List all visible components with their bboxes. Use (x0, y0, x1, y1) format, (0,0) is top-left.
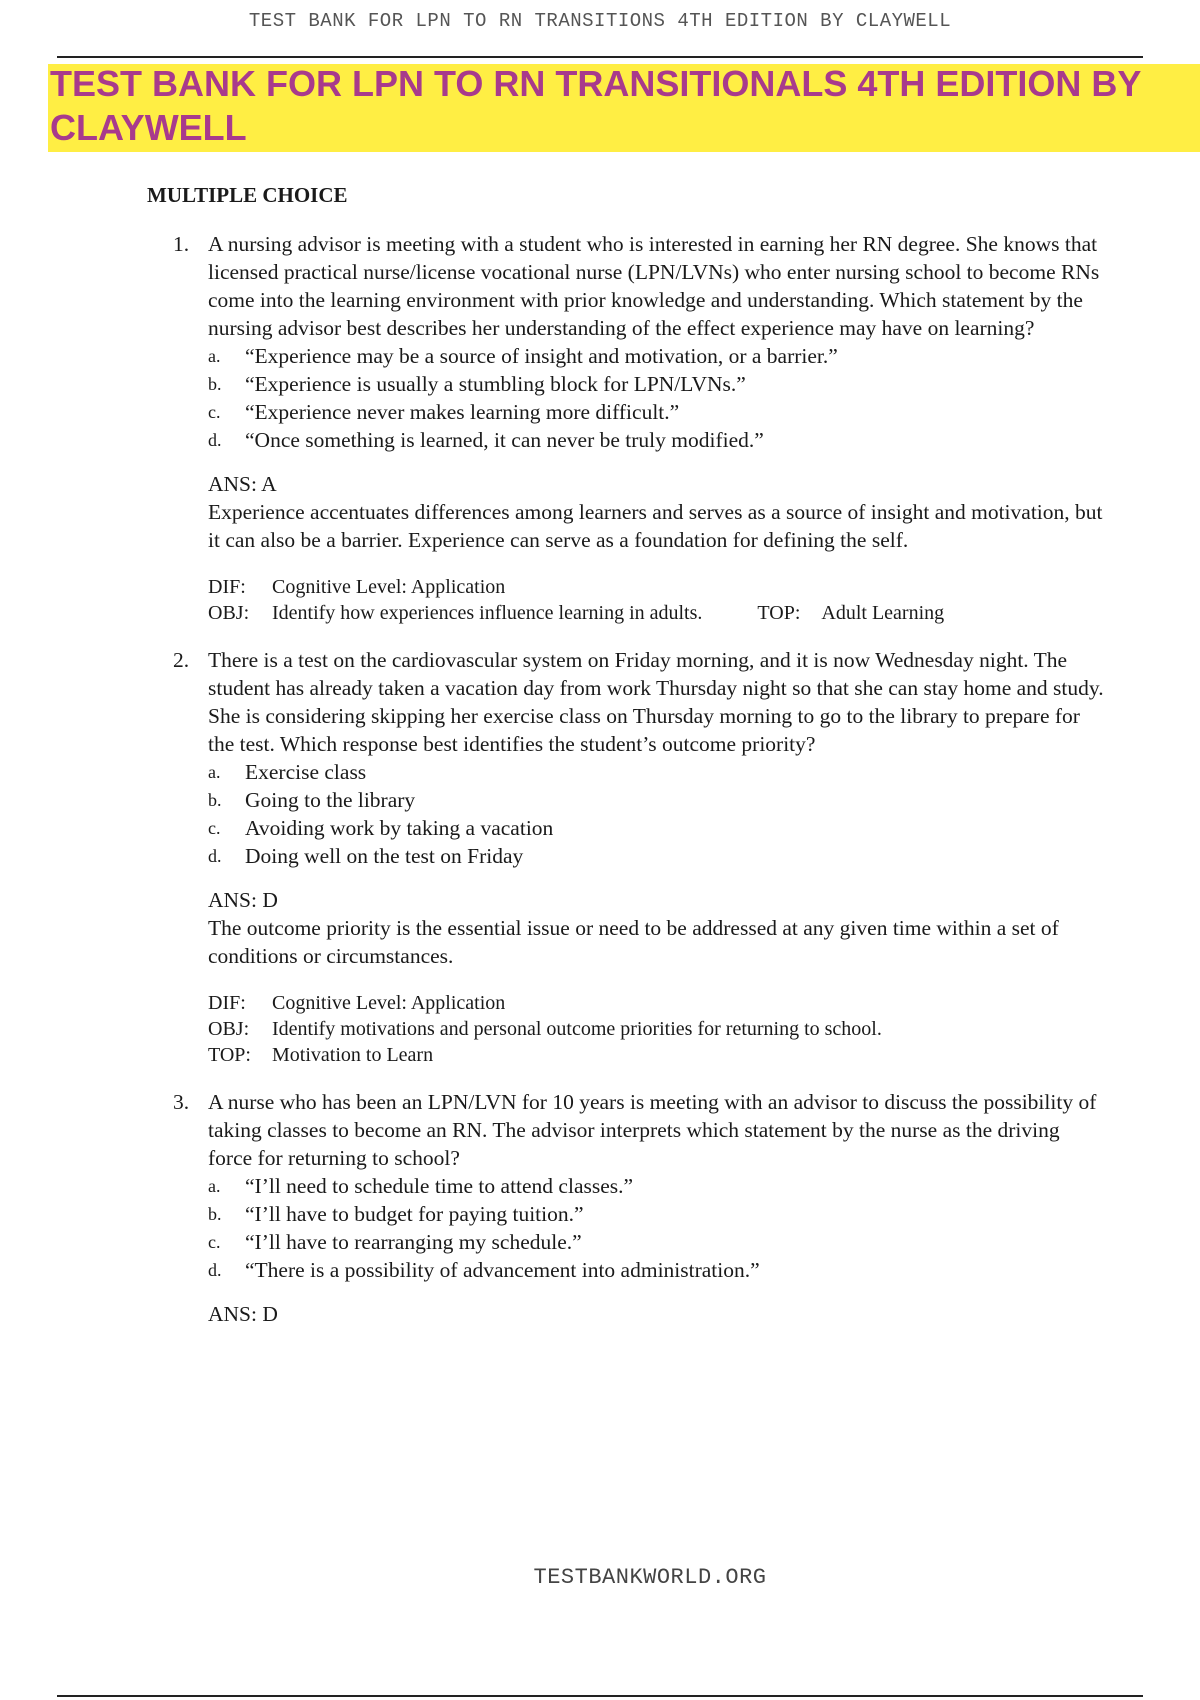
option-letter: d. (208, 430, 222, 450)
question-stem: A nurse who has been an LPN/LVN for 10 years is meeting with an advisor to discuss the possibility of taking classes to become an RN. The advisor interprets which statement by the nurse as the driving force for returning to school? (208, 1090, 1097, 1170)
option-letter: d. (208, 846, 222, 866)
option-c (208, 814, 1108, 842)
option-d (208, 426, 1108, 454)
option-letter: a. (208, 762, 221, 782)
question-stem: A nursing advisor is meeting with a student who is interested in earning her RN degree. She knows that licensed practical nurse/license vocational nurse (LPN/LVNs) who enter nursing school to become RNs come into the learning environment with prior knowledge and understanding. Which statement by the nursing advisor best describes her understanding of the effect experience may have on learning? (208, 232, 1100, 340)
answer-options (208, 1172, 1108, 1284)
header-rule (57, 56, 1143, 58)
option-text: Going to the library (245, 788, 416, 812)
dif-label: DIF: (208, 992, 246, 1014)
question-stem: There is a test on the cardiovascular system on Friday morning, and it is now Wednesday night. The student has already taken a vacation day from work Thursday night so that she can stay home and study. She is considering skipping her exercise class on Thursday morning to go to the library to prepare for the test. Which response best identifies the student’s outcome priority? (208, 648, 1104, 756)
option-c (208, 1228, 1108, 1256)
option-text: “Experience never makes learning more difficult.” (245, 400, 680, 424)
answer-options (208, 342, 1108, 454)
option-letter: b. (208, 374, 222, 394)
option-a (208, 1172, 1108, 1200)
obj-label: OBJ: (208, 1018, 250, 1040)
answer-key: ANS: D (208, 1302, 278, 1326)
answer-options (208, 758, 1108, 870)
option-text: “I’ll have to rearranging my schedule.” (245, 1230, 582, 1254)
running-header: TEST BANK FOR LPN TO RN TRANSITIONS 4TH EDITION BY CLAYWELL (248, 10, 952, 32)
option-text: “I’ll have to budget for paying tuition.” (245, 1202, 584, 1226)
option-a (208, 758, 1108, 786)
rationale: The outcome priority is the essential issue or need to be addressed at any given time within a set of conditions or circumstances. (208, 916, 1059, 968)
option-letter: c. (208, 1232, 221, 1252)
option-letter: a. (208, 1176, 221, 1196)
question-number: 1. (173, 232, 190, 256)
option-text: “I’ll need to schedule time to attend classes.” (245, 1174, 634, 1198)
option-text: “Experience is usually a stumbling block for LPN/LVNs.” (245, 372, 746, 396)
dif-value: Cognitive Level: Application (272, 992, 506, 1014)
option-b (208, 1200, 1108, 1228)
section-heading: MULTIPLE CHOICE (147, 183, 348, 207)
option-letter: d. (208, 1260, 222, 1280)
question-list (173, 230, 1108, 1348)
footer-rule (57, 1695, 1143, 1697)
top-value: Motivation to Learn (272, 1044, 434, 1066)
answer-key: ANS: A (208, 472, 277, 496)
question-1 (173, 230, 1108, 626)
option-letter: c. (208, 818, 221, 838)
obj-value: Identify how experiences influence learning in adults. (272, 602, 703, 624)
option-text: Exercise class (245, 760, 367, 784)
question-3 (173, 1088, 1108, 1328)
option-text: “Experience may be a source of insight and motivation, or a barrier.” (245, 344, 838, 368)
option-b (208, 370, 1108, 398)
option-letter: c. (208, 402, 221, 422)
dif-label: DIF: (208, 576, 246, 598)
option-c (208, 398, 1108, 426)
option-b (208, 786, 1108, 814)
top-label: TOP: (757, 602, 801, 624)
option-a (208, 342, 1108, 370)
top-value: Adult Learning (821, 602, 945, 624)
footer-watermark: TESTBANKWORLD.ORG (533, 1565, 767, 1590)
answer-key: ANS: D (208, 888, 278, 912)
document-title: TEST BANK FOR LPN TO RN TRANSITIONALS 4TH EDITION BY CLAYWELL (50, 63, 1141, 148)
option-d (208, 1256, 1108, 1284)
option-text: “There is a possibility of advancement into administration.” (245, 1258, 760, 1282)
option-letter: b. (208, 1204, 222, 1224)
option-text: Avoiding work by taking a vacation (245, 816, 554, 840)
option-text: “Once something is learned, it can never be truly modified.” (245, 428, 764, 452)
rationale: Experience accentuates differences among learners and serves as a source of insight and motivation, but it can also be a barrier. Experience can serve as a foundation for defining the self. (208, 500, 1103, 552)
question-metadata (208, 574, 1108, 626)
option-text: Doing well on the test on Friday (245, 844, 524, 868)
option-letter: a. (208, 346, 221, 366)
question-2 (173, 646, 1108, 1068)
option-d (208, 842, 1108, 870)
dif-value: Cognitive Level: Application (272, 576, 506, 598)
obj-value: Identify motivations and personal outcome priorities for returning to school. (272, 1018, 882, 1040)
top-label: TOP: (208, 1044, 251, 1066)
option-letter: b. (208, 790, 222, 810)
question-number: 2. (173, 648, 190, 672)
question-number: 3. (173, 1090, 190, 1114)
question-metadata (208, 990, 1108, 1068)
obj-label: OBJ: (208, 602, 250, 624)
